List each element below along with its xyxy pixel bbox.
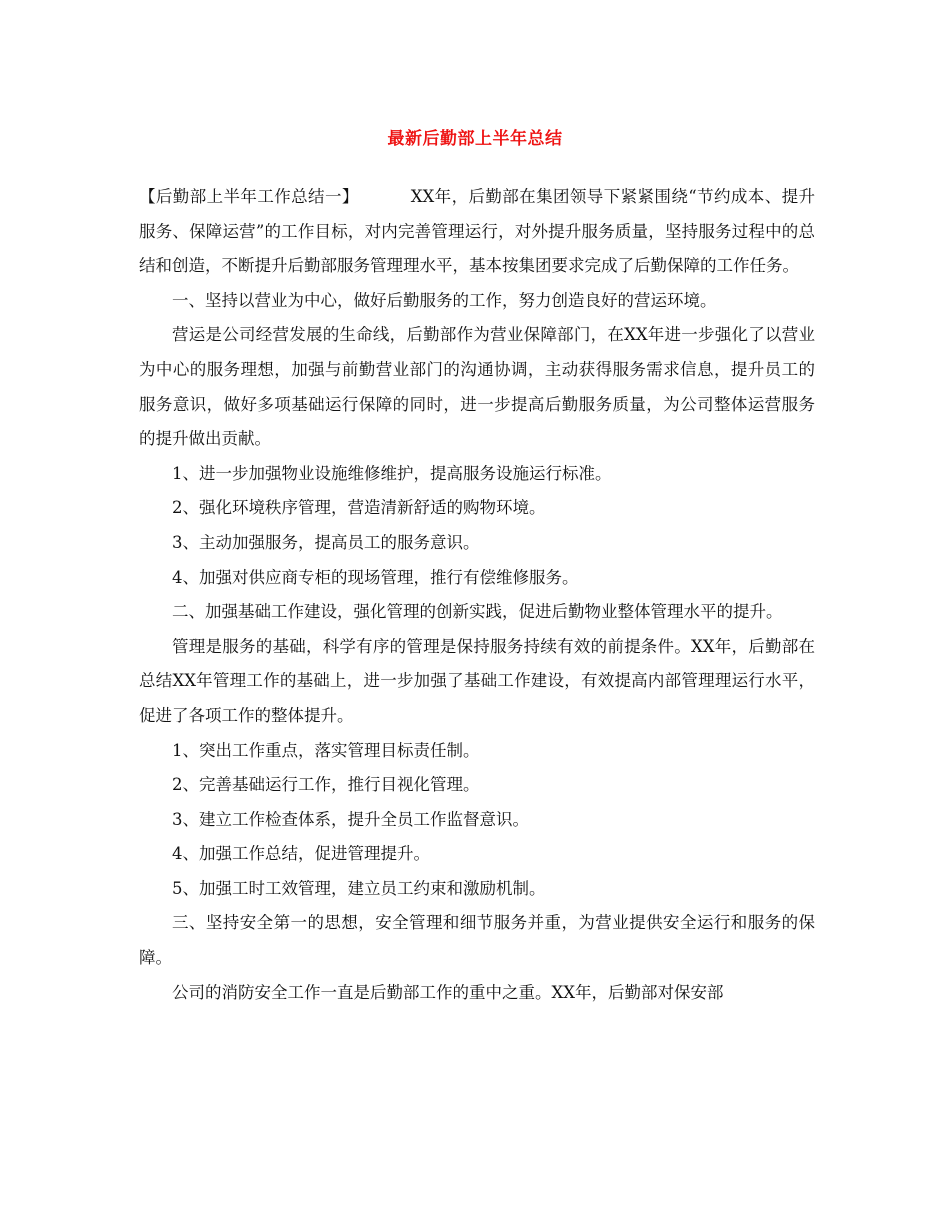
intro-heading: 【后勤部上半年工作总结一】	[139, 187, 359, 206]
body-paragraph: 管理是服务的基础，科学有序的管理是保持服务持续有效的前提条件。XX年，后勤部在总结XX年管理工作的基础上，进一步加强了基础工作建设，有效提高内部管理理运行水平，促进了各项工作的整体提升。	[139, 636, 815, 725]
body-paragraph: 公司的消防安全工作一直是后勤部工作的重中之重。XX年，后勤部对保安部	[172, 982, 724, 1002]
section-heading-3: 三、坚持安全第一的思想，安全管理和细节服务并重，为营业提供安全运行和服务的保障。	[139, 913, 815, 968]
section-heading-2: 二、加强基础工作建设，强化管理的创新实践，促进后勤物业整体管理水平的提升。	[172, 602, 783, 622]
list-item: 5、加强工时工效管理，建立员工约束和激励机制。	[172, 878, 546, 898]
list-item: 3、主动加强服务，提高员工的服务意识。	[172, 532, 480, 552]
list-item: 4、加强工作总结，促进管理提升。	[172, 844, 430, 864]
list-item: 1、突出工作重点，落实管理目标责任制。	[172, 740, 480, 760]
list-item: 1、进一步加强物业设施维修维护，提高服务设施运行标准。	[172, 463, 612, 483]
list-item: 2、强化环境秩序管理，营造清新舒适的购物环境。	[172, 498, 546, 518]
list-item: 2、完善基础运行工作，推行目视化管理。	[172, 775, 480, 795]
document-title: 最新后勤部上半年总结	[387, 129, 563, 149]
section-heading-1: 一、坚持以营业为中心，做好后勤服务的工作，努力创造良好的营运环境。	[172, 290, 717, 310]
list-item: 4、加强对供应商专柜的现场管理，推行有偿维修服务。	[172, 567, 579, 587]
intro-paragraph	[139, 180, 815, 284]
body-paragraph: 营运是公司经营发展的生命线，后勤部作为营业保障部门，在XX年进一步强化了以营业为中心的服务理想，加强与前勤营业部门的沟通协调，主动获得服务需求信息，提升员工的服务意识，做好多项基础运行保障的同时，进一步提高后勤服务质量，为公司整体运营服务的提升做出贡献。	[139, 325, 815, 449]
list-item: 3、建立工作检查体系，提升全员工作监督意识。	[172, 809, 529, 829]
document-body	[139, 180, 815, 1010]
intro-text: XX年，后勤部在集团领导下紧紧围绕“节约成本、提升服务、保障运营”的工作目标，对内完善管理运行，对外提升服务质量，坚持服务过程中的总结和创造，不断提升后勤部服务管理理水平，基本按集团要求完成了后勤保障的工作任务。	[139, 187, 815, 276]
